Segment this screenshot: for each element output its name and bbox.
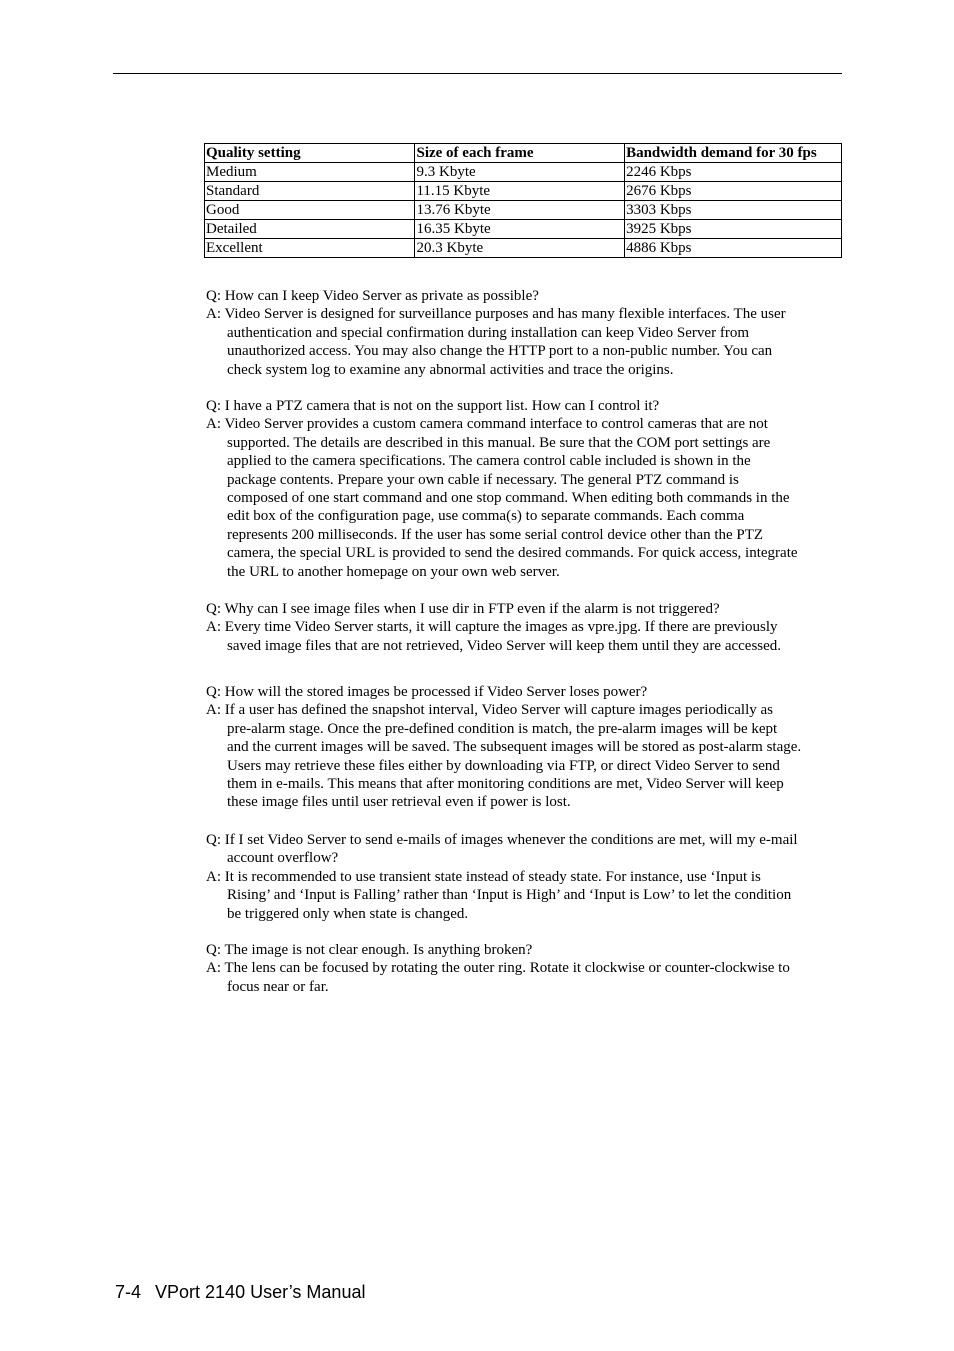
table-row (205, 220, 842, 239)
quality-table (204, 143, 842, 258)
manual-title: VPort 2140 User’s Manual (155, 1282, 366, 1302)
faq-item-power-loss (206, 683, 846, 812)
table-cell: 11.15 Kbyte (415, 182, 625, 201)
column-header-bandwidth: Bandwidth demand for 30 fps (625, 144, 842, 163)
table-cell: Detailed (205, 220, 415, 239)
faq-answer: A: Video Server provides a custom camera command interface to control cameras that are not supported. The details are described in this manual. Be sure that the COM port settings are applied to the camera specifications. The camera control cable included is shown in the package contents. Prepare your own cable if necessary. The general PTZ command is composed of one start command and one stop command. When editing both commands in the edit box of the configuration page, use comma(s) to separate commands. Each comma represents 200 milliseconds. If the user has some serial control device other than the PTZ camera, the special URL is provided to send the desired commands. For quick access, integrate the URL to another homepage on your own web server. (206, 416, 798, 580)
table-cell: 20.3 Kbyte (415, 239, 625, 258)
table-cell: 4886 Kbps (625, 239, 842, 258)
table-cell: Medium (205, 163, 415, 182)
faq-question: Q: I have a PTZ camera that is not on the support list. How can I control it? (206, 398, 660, 414)
table-cell: Excellent (205, 239, 415, 258)
faq-answer: A: Video Server is designed for surveillance purposes and has many flexible interfaces. The user authentication and special confirmation during installation can keep Video Server from unauthorized access. You may also change the HTTP port to a non-public number. You can check system log to examine any abnormal activities and trace the origins. (206, 306, 786, 378)
faq-question: Q: How can I keep Video Server as private as possible? (206, 288, 539, 304)
page-number: 7-4 (115, 1282, 142, 1302)
page-footer (115, 1282, 365, 1303)
table-cell: 9.3 Kbyte (415, 163, 625, 182)
faq-question: Q: If I set Video Server to send e-mails of images whenever the conditions are met, will my e-mail account overflow? (206, 832, 798, 867)
faq-item-image-clarity (206, 941, 846, 996)
faq-answer: A: It is recommended to use transient state instead of steady state. For instance, use ‘Input is Rising’ and ‘Input is Falling’ rather than ‘Input is High’ and ‘Input is Low’ to let the condition be triggered only when state is changed. (206, 868, 792, 922)
table-cell: 16.35 Kbyte (415, 220, 625, 239)
table-cell: Good (205, 201, 415, 220)
table-row (205, 239, 842, 258)
table-row (205, 201, 842, 220)
faq-answer: A: If a user has defined the snapshot interval, Video Server will capture images periodically as pre-alarm stage. Once the pre-defined condition is match, the pre-alarm images will be kept and the current images will be saved. The subsequent images will be stored as post-alarm stage. Users may retrieve these files either by downloading via FTP, or direct Video Server to send them in e-mails. This means that after monitoring conditions are met, Video Server will keep these image files until user retrieval even if power is lost. (206, 702, 802, 811)
table-row (205, 163, 842, 182)
faq-item-ftp-images (206, 600, 846, 655)
faq-question: Q: How will the stored images be processed if Video Server loses power? (206, 684, 648, 700)
faq-item-ptz-camera (206, 397, 846, 581)
faq-item-privacy (206, 287, 846, 379)
faq-item-email-overflow (206, 831, 846, 923)
table-cell: Standard (205, 182, 415, 201)
faq-answer: A: Every time Video Server starts, it will capture the images as vpre.jpg. If there are previously saved image files that are not retrieved, Video Server will keep them until they are accessed. (206, 619, 782, 654)
faq-question: Q: Why can I see image files when I use dir in FTP even if the alarm is not triggered? (206, 601, 720, 617)
faq-answer: A: The lens can be focused by rotating the outer ring. Rotate it clockwise or counter-clockwise to focus near or far. (206, 960, 790, 995)
column-header-quality: Quality setting (205, 144, 415, 163)
column-header-frame-size: Size of each frame (415, 144, 625, 163)
table-cell: 2246 Kbps (625, 163, 842, 182)
faq-question: Q: The image is not clear enough. Is anything broken? (206, 942, 533, 958)
table-cell: 3925 Kbps (625, 220, 842, 239)
table-cell: 2676 Kbps (625, 182, 842, 201)
table-header-row (205, 144, 842, 163)
header-rule (113, 73, 842, 74)
table-row (205, 182, 842, 201)
table-cell: 13.76 Kbyte (415, 201, 625, 220)
table-cell: 3303 Kbps (625, 201, 842, 220)
